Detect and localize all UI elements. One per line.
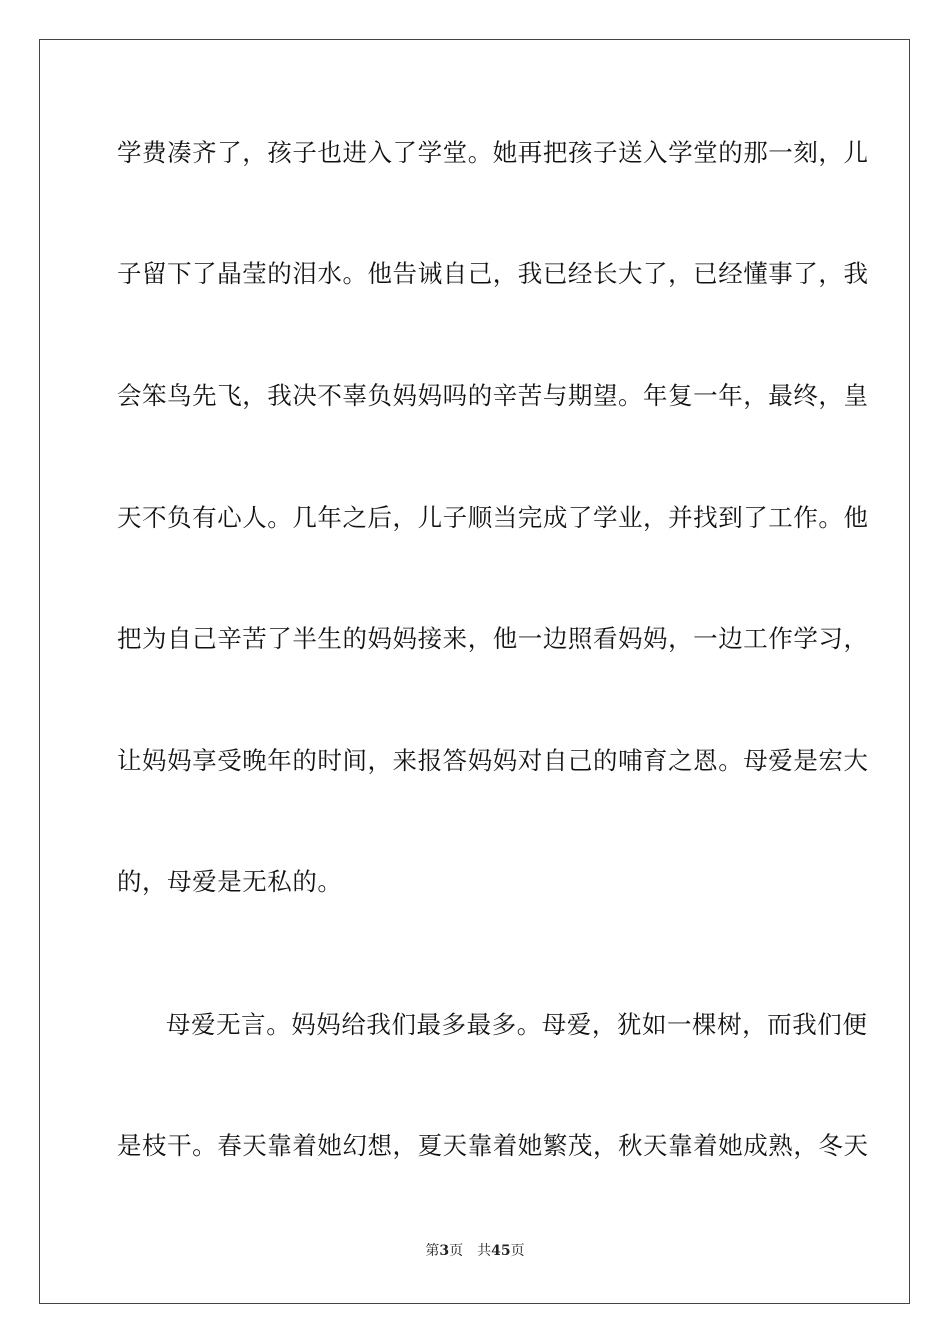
body-text-line-8: 母爱无言。妈妈给我们最多最多。母爱，犹如一棵树，而我们便 <box>166 1010 868 1039</box>
total-suffix: 页 <box>510 1243 525 1259</box>
body-text-line-7: 的，母爱是无私的。 <box>117 867 343 896</box>
body-text-line-2: 子留下了晶莹的泪水。他告诫自己，我已经长大了，已经懂事了，我 <box>117 259 869 288</box>
total-pages: 45 <box>491 1243 511 1259</box>
body-text-line-1: 学费凑齐了，孩子也进入了学堂。她再把孩子送入学堂的那一刻，儿 <box>117 138 869 167</box>
page-suffix: 页 <box>449 1243 464 1259</box>
body-text-line-9: 是枝干。春天靠着她幻想，夏天靠着她繁茂，秋天靠着她成熟，冬天 <box>117 1131 869 1160</box>
page-prefix: 第 <box>425 1243 440 1259</box>
page-border <box>39 39 910 1304</box>
body-text-line-5: 把为自己辛苦了半生的妈妈接来，他一边照看妈妈，一边工作学习， <box>117 624 869 653</box>
body-text-line-6: 让妈妈享受晚年的时间，来报答妈妈对自己的哺育之恩。母爱是宏大 <box>117 746 869 775</box>
body-text-line-4: 天不负有心人。几年之后，儿子顺当完成了学业，并找到了工作。他 <box>117 503 869 532</box>
total-prefix: 共 <box>477 1243 492 1259</box>
page-number: 3 <box>439 1243 450 1259</box>
page-footer <box>0 1242 950 1260</box>
body-text-line-3: 会笨鸟先飞，我决不辜负妈妈吗的辛苦与期望。年复一年，最终，皇 <box>117 381 869 410</box>
